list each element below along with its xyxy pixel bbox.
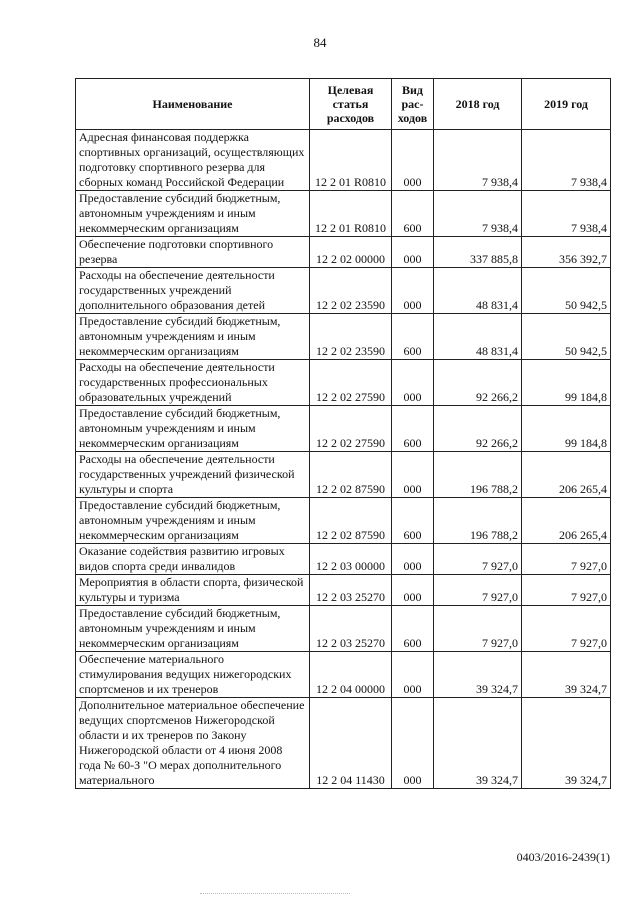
table-row [76,237,611,268]
row-2019: 39 324,7 [522,652,611,698]
row-name: Обеспечение подготовки спортивного резерва [76,237,310,268]
row-code: 12 2 02 87590 [310,498,392,544]
row-name: Расходы на обеспечение деятельности государственных профессиональных образовательных учреждений [76,360,310,406]
row-vid: 000 [392,698,434,789]
header-name: Наименование [76,79,310,130]
table-row [76,268,611,314]
row-name: Предоставление субсидий бюджетным, автономным учреждениям и иным некоммерческим организациям [76,191,310,237]
row-code: 12 2 03 00000 [310,544,392,575]
row-code: 12 2 02 27590 [310,406,392,452]
header-vid [392,79,434,130]
table-row [76,652,611,698]
row-2018: 7 927,0 [434,606,522,652]
row-2018: 48 831,4 [434,314,522,360]
table-row [76,544,611,575]
row-vid: 000 [392,130,434,191]
row-name: Предоставление субсидий бюджетным, автономным учреждениям и иным некоммерческим организациям [76,606,310,652]
row-2019: 99 184,8 [522,406,611,452]
table-row [76,360,611,406]
row-2019: 99 184,8 [522,360,611,406]
row-2018: 7 938,4 [434,191,522,237]
row-code: 12 2 02 23590 [310,314,392,360]
header-code-line: Целевая [327,83,374,97]
row-vid: 600 [392,498,434,544]
table-row [76,452,611,498]
table-row [76,130,611,191]
row-2018: 7 938,4 [434,130,522,191]
row-2018: 7 927,0 [434,575,522,606]
row-2018: 7 927,0 [434,544,522,575]
row-vid: 000 [392,575,434,606]
table-row [76,606,611,652]
page-number: 84 [313,35,327,50]
budget-table [75,78,611,789]
row-name: Предоставление субсидий бюджетным, автономным учреждениям и иным некоммерческим организациям [76,406,310,452]
header-vid-line: ходов [397,111,428,125]
row-code: 12 2 02 00000 [310,237,392,268]
row-name: Обеспечение материального стимулирования ведущих нижегородских спортсменов и их тренеров [76,652,310,698]
row-2019: 356 392,7 [522,237,611,268]
row-vid: 600 [392,606,434,652]
row-2019: 7 927,0 [522,575,611,606]
row-name: Дополнительное материальное обеспечение ведущих спортсменов Нижегородской области и их тренеров по Закону Нижегородской области от 4 июня 2008 года № 60-З "О мерах дополнительного материального [76,698,310,789]
row-code: 12 2 02 87590 [310,452,392,498]
row-2019: 7 938,4 [522,191,611,237]
row-2019: 50 942,5 [522,314,611,360]
row-name: Мероприятия в области спорта, физической культуры и туризма [76,575,310,606]
row-2018: 92 266,2 [434,406,522,452]
row-2018: 196 788,2 [434,452,522,498]
row-2018: 92 266,2 [434,360,522,406]
row-name: Расходы на обеспечение деятельности государственных учреждений дополнительного образования детей [76,268,310,314]
row-vid: 600 [392,191,434,237]
table-row [76,314,611,360]
row-2018: 39 324,7 [434,652,522,698]
row-code: 12 2 04 11430 [310,698,392,789]
document-code: 0403/2016-2439(1) [516,850,610,864]
header-2018: 2018 год [434,79,522,130]
header-code [310,79,392,130]
row-vid: 000 [392,268,434,314]
table-header-row [76,79,611,130]
row-2019: 7 938,4 [522,130,611,191]
row-2019: 39 324,7 [522,698,611,789]
row-code: 12 2 01 R0810 [310,191,392,237]
row-vid: 000 [392,652,434,698]
row-vid: 000 [392,360,434,406]
row-2019: 206 265,4 [522,452,611,498]
row-code: 12 2 01 R0810 [310,130,392,191]
row-vid: 000 [392,237,434,268]
row-2018: 39 324,7 [434,698,522,789]
row-vid: 000 [392,544,434,575]
header-code-line: статья [332,97,369,111]
header-vid-line: Вид [402,83,423,97]
row-2019: 7 927,0 [522,606,611,652]
header-vid-line: рас- [401,97,424,111]
table-row [76,191,611,237]
row-2019: 7 927,0 [522,544,611,575]
row-2018: 196 788,2 [434,498,522,544]
row-2019: 206 265,4 [522,498,611,544]
row-2019: 50 942,5 [522,268,611,314]
row-name: Оказание содействия развитию игровых видов спорта среди инвалидов [76,544,310,575]
table-row [76,575,611,606]
row-vid: 600 [392,406,434,452]
row-name: Предоставление субсидий бюджетным, автономным учреждениям и иным некоммерческим организациям [76,314,310,360]
row-code: 12 2 03 25270 [310,606,392,652]
row-name: Предоставление субсидий бюджетным, автономным учреждениям и иным некоммерческим организациям [76,498,310,544]
page-edge-divider [200,893,350,895]
row-2018: 337 885,8 [434,237,522,268]
row-name: Расходы на обеспечение деятельности государственных учреждений физической культуры и спорта [76,452,310,498]
header-code-line: расходов [326,111,375,125]
table-row [76,406,611,452]
row-vid: 000 [392,452,434,498]
header-2019: 2019 год [522,79,611,130]
row-2018: 48 831,4 [434,268,522,314]
row-code: 12 2 03 25270 [310,575,392,606]
table-row [76,698,611,789]
row-code: 12 2 02 27590 [310,360,392,406]
row-vid: 600 [392,314,434,360]
table-row [76,498,611,544]
row-code: 12 2 04 00000 [310,652,392,698]
row-code: 12 2 02 23590 [310,268,392,314]
row-name: Адресная финансовая поддержка спортивных организаций, осуществляющих подготовку спортивного резерва для сборных команд Российской Федерации [76,130,310,191]
